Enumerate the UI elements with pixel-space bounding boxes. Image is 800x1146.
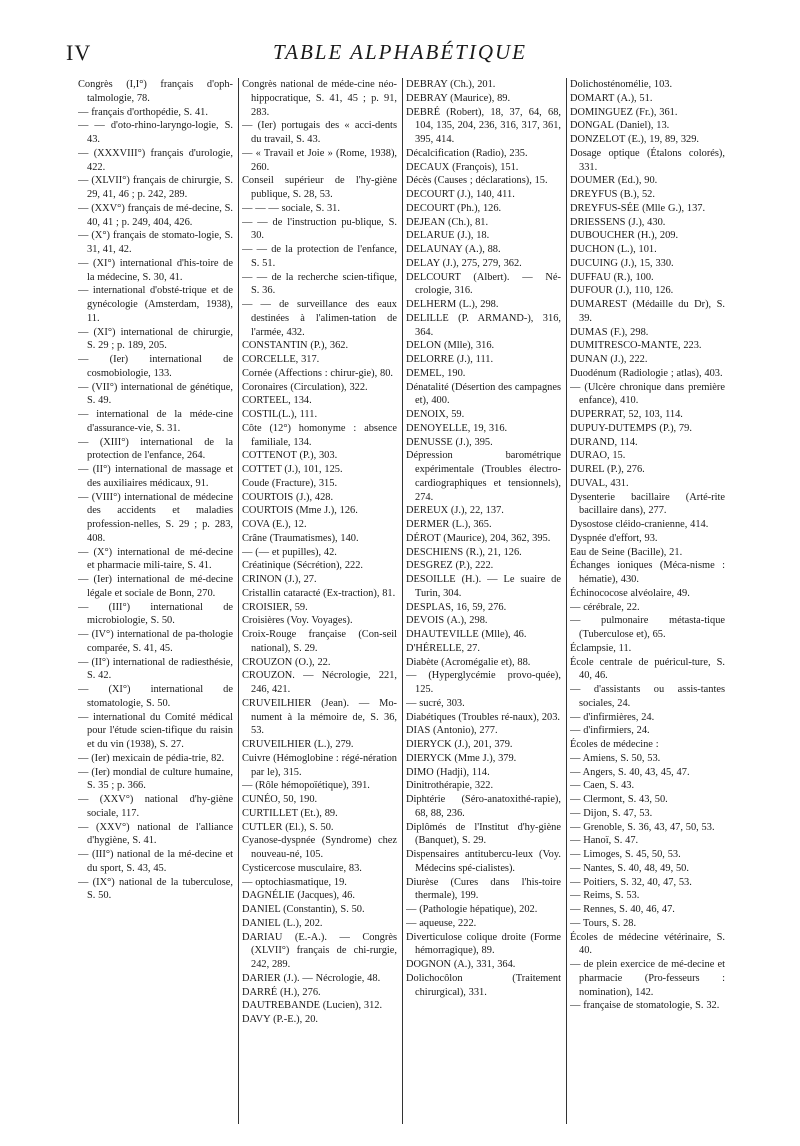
- index-entry: — français d'orthopédie, S. 41.: [78, 106, 208, 118]
- index-entry: DÉROT (Maurice), 204, 362, 395.: [406, 532, 551, 544]
- index-entry: — international d'obsté-trique et de gynécologie (Amsterdam, 1938), 11.: [78, 285, 233, 324]
- index-entry: DIERYCK (J.), 201, 379.: [406, 739, 513, 750]
- index-entry: DOGNON (A.), 331, 364.: [406, 959, 516, 970]
- index-entry: — Amiens, S. 50, 53.: [570, 752, 661, 764]
- index-entry: COVA (E.), 12.: [242, 519, 307, 530]
- index-entry: — de plein exercice de mé-decine et pharmacie (Pro-fesseurs : nomination), 142.: [570, 959, 725, 998]
- index-entry: — (Rôle hémopoïétique), 391.: [242, 780, 370, 792]
- index-entry: CRUVEILHIER (Jean). — Mo-nument à la mémoire de, S. 36, 53.: [242, 697, 397, 737]
- index-entry: DUFOUR (J.), 110, 126.: [570, 285, 674, 297]
- index-entry: DELAUNAY (A.), 88.: [406, 244, 501, 255]
- index-entry: Diabète (Acromégalie et), 88.: [406, 656, 531, 668]
- index-entry: — (III°) national de la mé-decine et du sport, S. 43, 45.: [78, 849, 233, 874]
- index-entry: DAVY (P.-E.), 20.: [242, 1014, 319, 1025]
- index-entry: — Rennes, S. 40, 46, 47.: [570, 904, 675, 915]
- index-entry: DIAS (Antonio), 277.: [406, 725, 498, 737]
- index-entry: — (III°) international de microbiologie, S. 50.: [78, 601, 233, 627]
- column-divider: [402, 78, 403, 1124]
- index-entry: DANIEL (Constantin), S. 50.: [242, 904, 365, 915]
- index-entry: DUVAL, 431.: [570, 477, 629, 489]
- index-entry: Diabétiques (Troubles ré-naux), 203.: [406, 711, 561, 723]
- index-entry: Cysticercose musculaire, 83.: [242, 862, 362, 874]
- index-entry: — (Ier) international de mé-decine légale et sociale de Bonn, 270.: [78, 574, 233, 599]
- index-entry: DEMEL, 190.: [406, 367, 466, 379]
- index-entry: Créatinique (Sécrétion), 222.: [242, 560, 364, 572]
- index-entry: DEBRÉ (Robert), 18, 37, 64, 68, 104, 135, 204, 236, 316, 317, 361, 395, 414.: [406, 106, 561, 145]
- index-entry: — d'infirmiers, 24.: [570, 725, 650, 737]
- index-entry: — (Ier) mexicain de pédia-trie, 82.: [78, 752, 225, 764]
- page-header: [0, 38, 800, 78]
- index-entry: — aqueuse, 222.: [406, 917, 477, 929]
- index-entry: Diverticulose colique droite (Forme hémorragique), 89.: [406, 931, 561, 957]
- index-entry: — optochiasmatique, 19.: [242, 876, 347, 888]
- index-entry: DONGAL (Daniel), 13.: [570, 120, 670, 132]
- index-column-1: [78, 78, 233, 1128]
- index-entry: DOMINGUEZ (Fr.), 361.: [570, 106, 678, 118]
- index-entry: DAGNÉLIE (Jacques), 46.: [242, 890, 355, 902]
- index-entry: Cyanose-dyspnée (Syndrome) chez nouveau-né, 105.: [242, 835, 397, 860]
- index-entry: CROISIER, 59.: [242, 601, 308, 613]
- index-entry: DIMO (Hadji), 114.: [406, 766, 490, 778]
- index-entry: — Clermont, S. 43, 50.: [570, 794, 668, 805]
- column-divider: [238, 78, 239, 1124]
- index-entry: DUNAN (J.), 222.: [570, 354, 648, 365]
- index-entry: École centrale de puéricul-ture, S. 40, 46.: [570, 656, 725, 682]
- index-entry: DEBRAY (Maurice), 89.: [406, 92, 511, 104]
- index-entry: Dispensaires antitubercu-leux (Voy. Médecins spé-cialistes).: [406, 849, 561, 874]
- index-entry: Diurèse (Cures dans l'his-toire thermale), 199.: [406, 876, 561, 902]
- index-entry: DEREUX (J.), 22, 137.: [406, 505, 504, 517]
- index-entry: Congrès (I,I°) français d'oph-talmologie, 78.: [78, 79, 233, 104]
- index-entry: — (XI°) international d'his-toire de la médecine, S. 30, 41.: [78, 257, 233, 283]
- index-entry: COURTOIS (Mme J.), 126.: [242, 505, 358, 517]
- index-entry: CORTEEL, 134.: [242, 395, 312, 407]
- index-entry: Eau de Seine (Bacille), 21.: [570, 546, 683, 558]
- index-entry: — — — sociale, S. 31.: [242, 202, 340, 214]
- index-entry: DECOURT (J.), 140, 411.: [406, 189, 515, 200]
- index-entry: CONSTANTIN (P.), 362.: [242, 340, 349, 352]
- index-entry: CORCELLE, 317.: [242, 354, 320, 365]
- index-entry: DURAND, 114.: [570, 436, 638, 448]
- index-entry: DREYFUS (B.), 52.: [570, 189, 655, 200]
- index-entry: DECAUX (François), 151.: [406, 161, 519, 173]
- index-column-3: [406, 78, 561, 1128]
- index-entry: COSTIL(L.), 111.: [242, 409, 318, 420]
- index-entry: — Angers, S. 40, 43, 45, 47.: [570, 766, 690, 778]
- index-entry: — cérébrale, 22.: [570, 601, 640, 613]
- index-entry: — française de stomatologie, S. 32.: [570, 1000, 720, 1012]
- index-entry: — (Ier) portugais des « acci-dents du travail, S. 43.: [242, 120, 397, 145]
- index-entry: CRINON (J.), 27.: [242, 574, 317, 585]
- index-column-2: [242, 78, 397, 1128]
- index-entry: DELON (Mlle), 316.: [406, 340, 495, 352]
- index-entry: DUPUY-DUTEMPS (P.), 79.: [570, 422, 692, 434]
- index-entry: DUMAREST (Médaille du Dr), S. 39.: [570, 299, 725, 324]
- index-entry: — (XXV°) national de l'alliance d'hygiène, S. 41.: [78, 821, 233, 847]
- index-entry: DARRÉ (H.), 276.: [242, 986, 321, 998]
- index-entry: Congrès national de méde-cine néo-hippocratique, S. 41, 45 ; p. 91, 283.: [242, 79, 397, 118]
- index-entry: — (XI°) international de stomatologie, S. 50.: [78, 684, 233, 709]
- index-entry: DESPLAS, 16, 59, 276.: [406, 601, 507, 613]
- index-entry: DANIEL (L.), 202.: [242, 917, 323, 929]
- index-entry: DUCHON (L.), 101.: [570, 244, 657, 255]
- index-entry: Dépression barométrique expérimentale (Troubles électro-cardiographiques et tensionnels), 274.: [406, 450, 561, 503]
- index-entry: — (VIII°) international de médecine des accidents et maladies profession-nelles, S. 29 ; p. 283, 408.: [78, 491, 233, 544]
- index-entry: DURAO, 15.: [570, 450, 626, 462]
- index-entry: DUPERRAT, 52, 103, 114.: [570, 409, 683, 420]
- index-entry: — Caen, S. 43.: [570, 780, 635, 792]
- index-entry: COURTOIS (J.), 428.: [242, 491, 334, 503]
- index-entry: — (X°) international de mé-decine et pharmacie mili-taire, S. 41.: [78, 546, 233, 572]
- index-entry: DUCUING (J.), 15, 330.: [570, 257, 674, 269]
- index-entry: — (VII°) international de génétique, S. 49.: [78, 381, 233, 407]
- index-entry: Dyspnée d'effort, 93.: [570, 532, 658, 544]
- index-entry: Croisières (Voy. Voyages).: [242, 615, 353, 627]
- index-entry: — (XXXVIII°) français d'urologie, 422.: [78, 147, 233, 173]
- index-entry: DAUTREBANDE (Lucien), 312.: [242, 1000, 383, 1012]
- page-number: IV: [66, 40, 92, 65]
- index-entry: — Tours, S. 28.: [570, 917, 637, 929]
- index-entry: CROUZON. — Nécrologie, 221, 246, 421.: [242, 670, 397, 695]
- index-entry: DECOURT (Ph.), 126.: [406, 202, 502, 214]
- index-entry: COTTET (J.), 101, 125.: [242, 464, 343, 475]
- index-entry: DOMART (A.), 51.: [570, 92, 653, 104]
- index-entry: — Nantes, S. 40, 48, 49, 50.: [570, 862, 689, 874]
- index-entry: Cornée (Affections : chirur-gie), 80.: [242, 367, 394, 379]
- index-entry: DOUMER (Ed.), 90.: [570, 175, 658, 187]
- index-entry: — Reims, S. 53.: [570, 890, 640, 902]
- index-entry: Décalcification (Radio), 235.: [406, 147, 528, 159]
- index-entry: DIERYCK (Mme J.), 379.: [406, 752, 517, 764]
- index-entry: DONZELOT (E.), 19, 89, 329.: [570, 134, 700, 145]
- index-entry: — (Pathologie hépatique), 202.: [406, 904, 538, 915]
- index-entry: Diplômés de l'Institut d'hy-giène (Banquet), S. 29.: [406, 821, 561, 847]
- index-entry: — (XLVII°) français de chirurgie, S. 29, 41, 46 ; p. 242, 289.: [78, 175, 233, 200]
- index-entry: Écoles de médecine vétérinaire, S. 40.: [570, 931, 725, 957]
- index-entry: — d'infirmières, 24.: [570, 711, 655, 723]
- index-entry: — (Ier) international de cosmobiologie, 133.: [78, 354, 233, 379]
- index-entry: CURTILLET (Et.), 89.: [242, 807, 338, 819]
- index-entry: DARIAU (E.-A.). — Congrès (XLVII°) français de chi-rurgie, 242, 289.: [242, 931, 397, 970]
- index-entry: DENOIX, 59.: [406, 409, 465, 420]
- index-entry: DARIER (J.). — Nécrologie, 48.: [242, 972, 381, 984]
- index-entry: Dénatalité (Désertion des campagnes et), 400.: [406, 381, 561, 407]
- index-entry: Diphtérie (Séro-anatoxithé-rapie), 68, 88, 236.: [406, 794, 561, 819]
- index-entry: — (XXV°) national d'hy-giène sociale, 117.: [78, 794, 233, 819]
- index-entry: — (Ulcère chronique dans première enfance), 410.: [570, 381, 725, 407]
- index-entry: D'HÉRELLE, 27.: [406, 642, 480, 654]
- index-entry: Cuivre (Hémoglobine : régé-nération par le), 315.: [242, 752, 397, 778]
- index-entry: — Poitiers, S. 32, 40, 47, 53.: [570, 876, 692, 888]
- index-entry: — (IV°) international de pa-thologie comparée, S. 41, 45.: [78, 629, 233, 654]
- index-entry: DUMAS (F.), 298.: [570, 326, 649, 338]
- index-entry: — (II°) international de radiesthésie, S. 42.: [78, 656, 233, 682]
- index-entry: — pulmonaire métasta-tique (Tuberculose et), 65.: [570, 615, 725, 640]
- index-entry: Conseil supérieur de l'hy-giène publique, S. 28, 53.: [242, 175, 397, 200]
- index-entry: Décès (Causes ; déclarations), 15.: [406, 175, 548, 187]
- index-entry: DEJEAN (Ch.), 81.: [406, 216, 489, 228]
- index-entry: DELORRE (J.), 111.: [406, 354, 494, 365]
- index-entry: CROUZON (O.), 22.: [242, 656, 331, 668]
- index-entry: DEVOIS (A.), 298.: [406, 615, 488, 627]
- index-entry: Croix-Rouge française (Con-seil national), S. 29.: [242, 629, 397, 654]
- index-entry: DUFFAU (R.), 100.: [570, 271, 654, 283]
- index-entry: — international de la méde-cine d'assurance-vie, S. 31.: [78, 409, 233, 434]
- index-entry: Éclampsie, 11.: [570, 642, 632, 654]
- index-entry: — (X°) français de stomato-logie, S. 31, 41, 42.: [78, 230, 233, 255]
- index-entry: Cristallin cataracté (Ex-traction), 81.: [242, 587, 396, 599]
- index-entry: Duodénum (Radiologie ; atlas), 403.: [570, 367, 723, 379]
- index-entry: Côte (12°) homonyme : absence familiale, 134.: [242, 422, 397, 448]
- index-entry: Échanges ioniques (Méca-nisme : hématie), 430.: [570, 560, 725, 585]
- index-entry: DENOYELLE, 19, 316.: [406, 422, 508, 434]
- index-entry: — — de surveillance des eaux destinées à l'alimen-tation de l'armée, 432.: [242, 299, 397, 338]
- index-entry: DELCOURT (Albert). — Né-crologie, 316.: [406, 271, 561, 297]
- index-entry: — (— et pupilles), 42.: [242, 546, 337, 558]
- index-entry: DEBRAY (Ch.), 201.: [406, 79, 496, 90]
- index-entry: COTTENOT (P.), 303.: [242, 450, 338, 462]
- index-entry: Écoles de médecine :: [570, 739, 659, 750]
- index-entry: DELARUE (J.), 18.: [406, 230, 490, 242]
- index-entry: — Grenoble, S. 36, 43, 47, 50, 53.: [570, 821, 715, 833]
- index-entry: — Limoges, S. 45, 50, 53.: [570, 849, 681, 860]
- index-entry: DERMER (L.), 365.: [406, 519, 492, 530]
- index-entry: — — d'oto-rhino-laryngo-logie, S. 43.: [78, 120, 233, 145]
- index-entry: Dolichocôlon (Traitement chirurgical), 331.: [406, 972, 561, 998]
- index-entry: Coude (Fracture), 315.: [242, 477, 338, 489]
- index-entry: DUMITRESCO-MANTE, 223.: [570, 340, 702, 352]
- index-column-4: [570, 78, 725, 1128]
- index-entry: CRUVEILHIER (L.), 279.: [242, 739, 354, 750]
- index-entry: Coronaires (Circulation), 322.: [242, 381, 368, 393]
- index-entry: Dolichosténomélie, 103.: [570, 79, 673, 90]
- index-entry: Dinitrothérapie, 322.: [406, 780, 494, 792]
- index-entry: Dysostose cléido-cranienne, 414.: [570, 519, 709, 530]
- index-entry: DELAY (J.), 275, 279, 362.: [406, 257, 522, 269]
- index-entry: DHAUTEVILLE (Mlle), 46.: [406, 629, 527, 640]
- index-entry: Dosage optique (Étalons colorés), 331.: [570, 147, 725, 173]
- index-entry: — — de l'instruction pu-blique, S. 30.: [242, 216, 397, 242]
- index-columns: [78, 78, 730, 1128]
- index-entry: — (II°) international de massage et des auxiliaires médicaux, 91.: [78, 464, 233, 489]
- index-entry: Échinococose alvéolaire, 49.: [570, 587, 690, 599]
- index-entry: — international du Comité médical pour l'étude scien-tifique du raisin et du vin (1938), S. 27.: [78, 711, 233, 750]
- index-entry: — — de la recherche scien-tifique, S. 36.: [242, 271, 397, 297]
- index-entry: DESCHIENS (R.), 21, 126.: [406, 546, 522, 558]
- index-entry: DENUSSE (J.), 395.: [406, 436, 493, 448]
- index-entry: — (Hyperglycémie provo-quée), 125.: [406, 670, 561, 695]
- index-entry: — sucré, 303.: [406, 697, 465, 709]
- index-entry: DELILLE (P. ARMAND-), 316, 364.: [406, 312, 561, 338]
- index-entry: — Dijon, S. 47, 53.: [570, 807, 653, 819]
- index-entry: DREYFUS-SÉE (Mlle G.), 137.: [570, 202, 706, 214]
- column-divider: [566, 78, 567, 1124]
- index-entry: — Hanoï, S. 47.: [570, 835, 639, 847]
- index-entry: — (IX°) national de la tuberculose, S. 50.: [78, 876, 233, 902]
- index-entry: — — de la protection de l'enfance, S. 51.: [242, 244, 397, 269]
- page-title: TABLE ALPHABÉTIQUE: [273, 40, 527, 64]
- index-entry: — d'assistants ou assis-tantes sociales, 24.: [570, 684, 725, 709]
- index-entry: DELHERM (L.), 298.: [406, 299, 499, 310]
- index-entry: CUTLER (El.), S. 50.: [242, 821, 334, 833]
- index-entry: DUREL (P.), 276.: [570, 464, 645, 475]
- index-entry: — (Ier) mondial de culture humaine, S. 35 ; p. 366.: [78, 766, 233, 792]
- index-entry: Dysenterie bacillaire (Arté-rite bacillaire dans), 277.: [570, 491, 725, 517]
- index-entry: DRIESSENS (J.), 430.: [570, 216, 666, 228]
- index-entry: — (XXV°) français de mé-decine, S. 40, 41 ; p. 249, 404, 426.: [78, 202, 233, 228]
- index-entry: — « Travail et Joie » (Rome, 1938), 260.: [242, 147, 397, 173]
- index-entry: DESOILLE (H.). — Le suaire de Turin, 304.: [406, 574, 561, 599]
- index-entry: DUBOUCHER (H.), 209.: [570, 230, 679, 242]
- index-entry: Crâne (Traumatismes), 140.: [242, 532, 359, 544]
- index-entry: DESGREZ (P.), 222.: [406, 560, 494, 572]
- index-entry: — (XI°) international de chirurgie, S. 29 ; p. 189, 205.: [78, 326, 233, 352]
- index-entry: — (XIII°) international de la protection de l'enfance, 264.: [78, 436, 233, 462]
- index-entry: CUNÉO, 50, 190.: [242, 794, 318, 805]
